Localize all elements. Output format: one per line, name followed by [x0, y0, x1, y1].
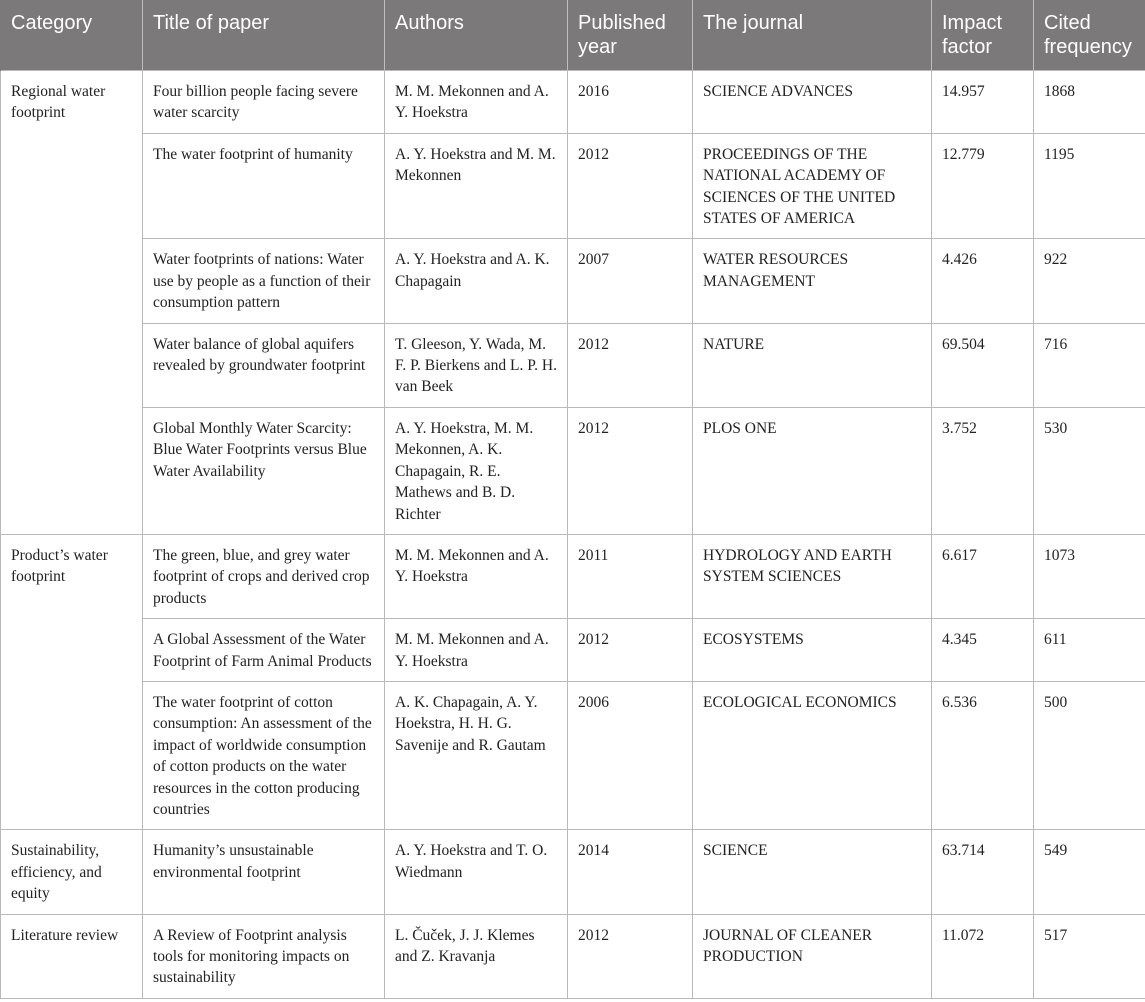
impact-factor-cell: 6.617 — [932, 534, 1034, 618]
category-cell: Regional water footprint — [1, 71, 143, 535]
journal-cell: SCIENCE ADVANCES — [693, 71, 932, 134]
header-title: Title of paper — [143, 0, 385, 71]
table-body — [1, 71, 1145, 999]
cited-frequency-cell: 716 — [1034, 323, 1145, 407]
cited-frequency-cell: 1868 — [1034, 71, 1145, 134]
header-impact: Impact factor — [932, 0, 1034, 71]
authors-cell: A. Y. Hoekstra, M. M. Mekonnen, A. K. Chapagain, R. E. Mathews and B. D. Richter — [385, 407, 568, 534]
year-cell: 2012 — [568, 407, 693, 534]
category-cell: Sustainability, efficiency, and equity — [1, 830, 143, 914]
table-row — [1, 407, 1145, 534]
impact-factor-cell: 63.714 — [932, 830, 1034, 914]
year-cell: 2006 — [568, 681, 693, 829]
paper-title-cell: The water footprint of cotton consumption: An assessment of the impact of worldwide consumption of cotton products on the water resources in the cotton producing countries — [143, 681, 385, 829]
year-cell: 2012 — [568, 619, 693, 682]
table-row — [1, 534, 1145, 618]
table-row — [1, 681, 1145, 829]
table-row — [1, 239, 1145, 323]
paper-title-cell: Four billion people facing severe water scarcity — [143, 71, 385, 134]
impact-factor-cell: 3.752 — [932, 407, 1034, 534]
year-cell: 2012 — [568, 914, 693, 998]
journal-cell: WATER RESOURCES MANAGEMENT — [693, 239, 932, 323]
authors-cell: A. Y. Hoekstra and A. K. Chapagain — [385, 239, 568, 323]
header-authors: Authors — [385, 0, 568, 71]
year-cell: 2012 — [568, 133, 693, 239]
header-year: Published year — [568, 0, 693, 71]
paper-title-cell: The water footprint of humanity — [143, 133, 385, 239]
journal-cell: NATURE — [693, 323, 932, 407]
year-cell: 2011 — [568, 534, 693, 618]
paper-title-cell: A Global Assessment of the Water Footprint of Farm Animal Products — [143, 619, 385, 682]
journal-cell: PROCEEDINGS OF THE NATIONAL ACADEMY OF SCIENCES OF THE UNITED STATES OF AMERICA — [693, 133, 932, 239]
journal-cell: HYDROLOGY AND EARTH SYSTEM SCIENCES — [693, 534, 932, 618]
cited-frequency-cell: 517 — [1034, 914, 1145, 998]
year-cell: 2014 — [568, 830, 693, 914]
authors-cell: T. Gleeson, Y. Wada, M. F. P. Bierkens and L. P. H. van Beek — [385, 323, 568, 407]
year-cell: 2012 — [568, 323, 693, 407]
impact-factor-cell: 14.957 — [932, 71, 1034, 134]
year-cell: 2007 — [568, 239, 693, 323]
impact-factor-cell: 4.345 — [932, 619, 1034, 682]
cited-frequency-cell: 922 — [1034, 239, 1145, 323]
header-cited: Cited frequency — [1034, 0, 1145, 71]
paper-title-cell: Humanity’s unsustainable environmental footprint — [143, 830, 385, 914]
authors-cell: M. M. Mekonnen and A. Y. Hoekstra — [385, 619, 568, 682]
authors-cell: L. Čuček, J. J. Klemes and Z. Kravanja — [385, 914, 568, 998]
impact-factor-cell: 6.536 — [932, 681, 1034, 829]
paper-title-cell: The green, blue, and grey water footprint of crops and derived crop products — [143, 534, 385, 618]
paper-title-cell: Global Monthly Water Scarcity: Blue Water Footprints versus Blue Water Availability — [143, 407, 385, 534]
paper-title-cell: A Review of Footprint analysis tools for monitoring impacts on sustainability — [143, 914, 385, 998]
table-row — [1, 133, 1145, 239]
cited-frequency-cell: 530 — [1034, 407, 1145, 534]
journal-cell: SCIENCE — [693, 830, 932, 914]
cited-frequency-cell: 1195 — [1034, 133, 1145, 239]
authors-cell: M. M. Mekonnen and A. Y. Hoekstra — [385, 534, 568, 618]
year-cell: 2016 — [568, 71, 693, 134]
table-row — [1, 914, 1145, 998]
journal-cell: ECOSYSTEMS — [693, 619, 932, 682]
table-row — [1, 323, 1145, 407]
cited-frequency-cell: 1073 — [1034, 534, 1145, 618]
impact-factor-cell: 12.779 — [932, 133, 1034, 239]
cited-frequency-cell: 611 — [1034, 619, 1145, 682]
impact-factor-cell: 11.072 — [932, 914, 1034, 998]
category-cell: Product’s water footprint — [1, 534, 143, 829]
cited-frequency-cell: 500 — [1034, 681, 1145, 829]
table-row — [1, 619, 1145, 682]
header-category: Category — [1, 0, 143, 71]
paper-title-cell: Water balance of global aquifers revealed by groundwater footprint — [143, 323, 385, 407]
table-row — [1, 71, 1145, 134]
authors-cell: A. Y. Hoekstra and M. M. Mekonnen — [385, 133, 568, 239]
authors-cell: A. Y. Hoekstra and T. O. Wiedmann — [385, 830, 568, 914]
table-row — [1, 830, 1145, 914]
category-cell: Literature review — [1, 914, 143, 998]
authors-cell: M. M. Mekonnen and A. Y. Hoekstra — [385, 71, 568, 134]
header-row — [1, 0, 1145, 71]
header-journal: The journal — [693, 0, 932, 71]
journal-cell: ECOLOGICAL ECONOMICS — [693, 681, 932, 829]
journal-cell: PLOS ONE — [693, 407, 932, 534]
journal-cell: JOURNAL OF CLEANER PRODUCTION — [693, 914, 932, 998]
authors-cell: A. K. Chapagain, A. Y. Hoekstra, H. H. G. Savenije and R. Gautam — [385, 681, 568, 829]
cited-frequency-cell: 549 — [1034, 830, 1145, 914]
impact-factor-cell: 69.504 — [932, 323, 1034, 407]
impact-factor-cell: 4.426 — [932, 239, 1034, 323]
paper-title-cell: Water footprints of nations: Water use by people as a function of their consumption pattern — [143, 239, 385, 323]
